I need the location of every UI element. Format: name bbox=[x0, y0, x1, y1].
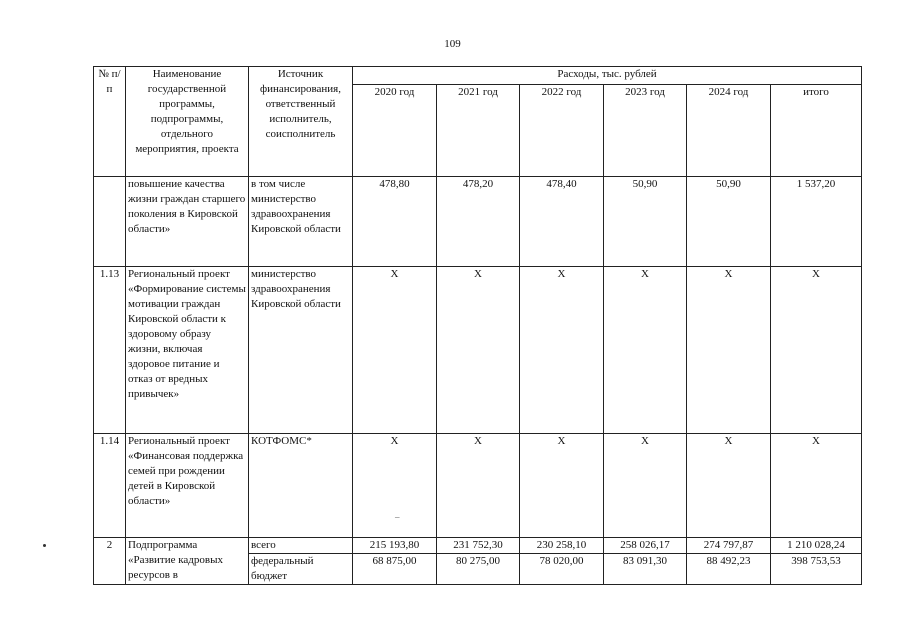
value-2024: 274 797,87 bbox=[687, 538, 771, 554]
row-name: Региональный проект «Финансовая поддержка семей при рождении детей в Кировской области» bbox=[126, 434, 249, 538]
row-num: 2 bbox=[94, 538, 126, 585]
table-row bbox=[94, 177, 862, 267]
header-name: Наименование государственной программы, подпрограммы, отдельного мероприятия, проекта bbox=[126, 67, 249, 177]
row-name: Подпрограмма «Развитие кадровых ресурсов в bbox=[126, 538, 249, 585]
value-2023: 50,90 bbox=[604, 177, 687, 267]
value-2022: X bbox=[520, 434, 604, 538]
header-year-2023: 2023 год bbox=[604, 85, 687, 177]
value-2021: 478,20 bbox=[437, 177, 520, 267]
row-source: всего bbox=[249, 538, 353, 554]
value-2024: 50,90 bbox=[687, 177, 771, 267]
row-num: 1.14 bbox=[94, 434, 126, 538]
value-total: 398 753,53 bbox=[771, 554, 862, 585]
value-2021: X bbox=[437, 434, 520, 538]
value-2023: X bbox=[604, 267, 687, 434]
row-num bbox=[94, 177, 126, 267]
value-2020: X bbox=[353, 267, 437, 434]
value-2024: X bbox=[687, 267, 771, 434]
value-2021: 80 275,00 bbox=[437, 554, 520, 585]
row-name: повышение качества жизни граждан старшего поколения в Кировской области» bbox=[126, 177, 249, 267]
value-2023: 83 091,30 bbox=[604, 554, 687, 585]
value-2020: 215 193,80 bbox=[353, 538, 437, 554]
value-total: 1 537,20 bbox=[771, 177, 862, 267]
header-year-2022: 2022 год bbox=[520, 85, 604, 177]
header-source: Источник финансирования, ответственный исполнитель, соисполнитель bbox=[249, 67, 353, 177]
value-2022: X bbox=[520, 267, 604, 434]
table-row bbox=[94, 267, 862, 434]
value-2020: X bbox=[353, 434, 437, 538]
value-2021: X bbox=[437, 267, 520, 434]
budget-table bbox=[93, 66, 862, 585]
row-source: КОТФОМС* bbox=[249, 434, 353, 538]
header-expenses: Расходы, тыс. рублей bbox=[353, 67, 862, 85]
value-total: X bbox=[771, 267, 862, 434]
value-2022: 478,40 bbox=[520, 177, 604, 267]
row-num: 1.13 bbox=[94, 267, 126, 434]
value-2021: 231 752,30 bbox=[437, 538, 520, 554]
value-2022: 230 258,10 bbox=[520, 538, 604, 554]
table-row bbox=[94, 538, 862, 554]
header-year-2021: 2021 год bbox=[437, 85, 520, 177]
stray-mark: – bbox=[395, 512, 400, 522]
value-2022: 78 020,00 bbox=[520, 554, 604, 585]
value-2023: 258 026,17 bbox=[604, 538, 687, 554]
header-total: итого bbox=[771, 85, 862, 177]
value-total: X bbox=[771, 434, 862, 538]
page-number: 109 bbox=[444, 38, 461, 50]
row-source: министерство здравоохранения Кировской области bbox=[249, 267, 353, 434]
value-2023: X bbox=[604, 434, 687, 538]
value-2024: X bbox=[687, 434, 771, 538]
row-source: в том числе министерство здравоохранения Кировской области bbox=[249, 177, 353, 267]
table-row bbox=[94, 434, 862, 538]
row-source: федеральный бюджет bbox=[249, 554, 353, 585]
header-num: № п/п bbox=[94, 67, 126, 177]
value-2020: 478,80 bbox=[353, 177, 437, 267]
value-2020: 68 875,00 bbox=[353, 554, 437, 585]
value-total: 1 210 028,24 bbox=[771, 538, 862, 554]
header-year-2020: 2020 год bbox=[353, 85, 437, 177]
row-name: Региональный проект «Формирование системы мотивации граждан Кировской области к здоровому образу жизни, включая здоровое питание и отказ от вредных привычек» bbox=[126, 267, 249, 434]
scan-dot bbox=[43, 544, 46, 547]
header-row-1 bbox=[94, 67, 862, 85]
header-year-2024: 2024 год bbox=[687, 85, 771, 177]
value-2024: 88 492,23 bbox=[687, 554, 771, 585]
